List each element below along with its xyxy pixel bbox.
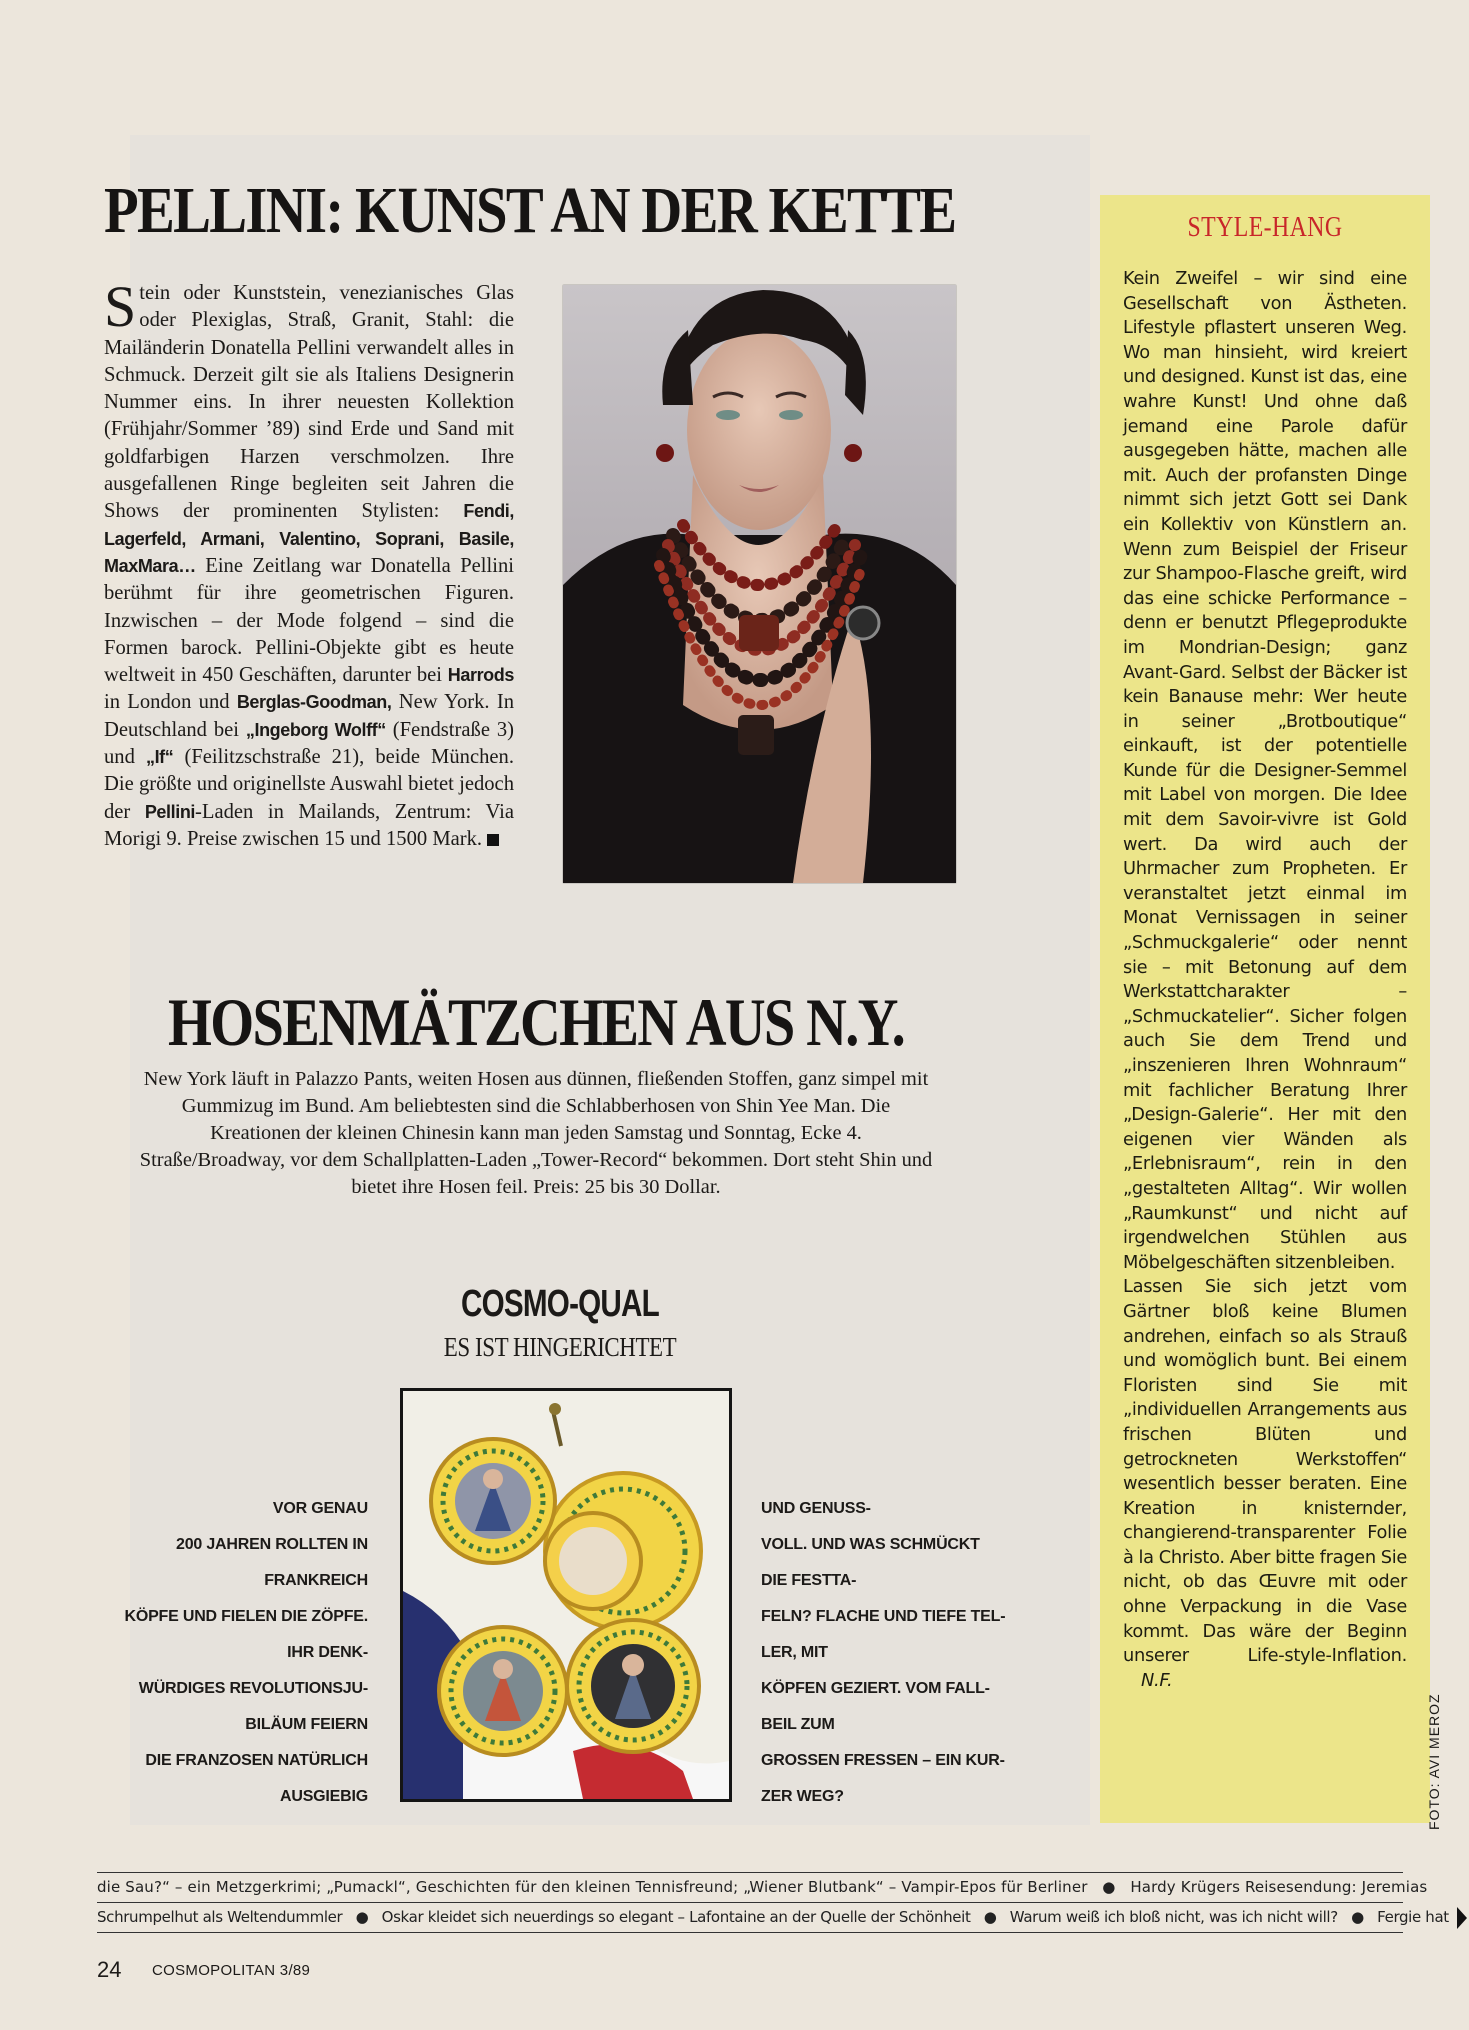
- article1-text: New York. In Deutschland bei: [104, 691, 514, 741]
- caption-line: GROSSEN FRESSEN – EIN KUR-: [761, 1752, 1005, 1769]
- ticker-item: Oskar kleidet sich neuerdings so elegant – Lafontaine an der Quelle der Schönheit: [381, 1908, 971, 1926]
- caption-line: WÜRDIGES REVOLUTIONSJU-: [138, 1680, 368, 1697]
- dropcap: S: [104, 274, 137, 339]
- plates-photo: [400, 1388, 732, 1802]
- caption-line: FRANKREICH: [264, 1572, 368, 1589]
- sidebar-signature: N.F.: [1141, 1669, 1173, 1691]
- model-illustration: [563, 285, 956, 883]
- caption-line: KÖPFE UND FIELEN DIE ZÖPFE.: [124, 1608, 368, 1625]
- cosmo-qual-subtitle: ES IST HINGERICHTET: [443, 1332, 677, 1362]
- sidebar-paragraph: Kein Zweifel – wir sind eine Gesellschaft von Ästheten. Lifestyle pflastert unseren Weg. Wo man hinsieht, wird kreiert und designed. Kunst ist das, eine wahre Kunst! Und ohne daß jemand eine Parole dafür ausgegeben hätte, machen alle mit. Auch der profansten Dinge nimmt sich jetzt Gott sei Dank ein Kollektiv von Künstlern an. Wenn zum Beispiel der Friseur zur Shampoo-Flasche greift, wird das eine schicke Performance – denn er benutzt Pflegeprodukte im Mondrian-Design; ganz Avant-Gard. Selbst der Bäcker ist kein Banause mehr: Wer heute in seiner „Brotboutique“ einkauft, ist der potentielle Kunde für die Designer-Semmel mit Label von morgen. Die Idee mit dem Savoir-vivre ist Gold wert. Da wird auch der Uhrmacher zum Propheten. Er veranstaltet jetzt einmal im Monat Vernissagen in seiner „Schmuckgalerie“ oder nennt sie – mit Betonung auf dem Werkstattcharakter – „Schmuckatelier“. Sicher folgen auch Sie dem Trend und „inszenieren Ihren Wohnraum“ mit fachlicher Beratung Ihrer „Design-Galerie“. Her mit den eigenen vier Wänden als „Erlebnisraum“, rein in den „gestalteten Alltag“. Wir wollen „Raumkunst“ und nicht auf irgendwelchen Stühlen aus Möbelgeschäften sitzenbleiben.: [1123, 268, 1407, 1273]
- store-name: Berglas-Goodman,: [236, 692, 392, 713]
- style-hang-sidebar: [1100, 195, 1430, 1823]
- article1-headline: PELLINI: KUNST AN DER KETTE: [104, 174, 956, 247]
- article1-text: tein oder Kunststein, venezianisches Glas oder Plexiglas, Straß, Granit, Stahl: die Mailänderin Donatella Pellini verwandelt alles in Schmuck. Derzeit gilt sie als Italiens Designerin Nummer eins. In ihrer neuesten Kollektion (Frühjahr/Sommer ’89) sind Erde und Sand mit goldfarbigen Harzen verschmolzen. Ihre ausgefallenen Ringe begleiten seit Jahren die Shows der prominenten Stylisten:: [104, 282, 514, 523]
- photo-credit: FOTO: AVI MEROZ: [1426, 1693, 1442, 1830]
- article1-text: in London und: [104, 691, 237, 714]
- store-name: „If“: [145, 747, 174, 768]
- ticker-line: [97, 1903, 1449, 1933]
- magazine-issue: COSMOPOLITAN 3/89: [152, 1962, 311, 1979]
- caption-line: ZER WEG?: [761, 1788, 844, 1805]
- plates-illustration: [403, 1391, 729, 1799]
- article1-text: (Feilitzschstraße 21), beide München. Die größte und originellste Auswahl bietet jedoch der: [104, 746, 514, 823]
- ticker-item: Fergie hat: [1377, 1908, 1449, 1926]
- bullet-icon: ●: [1092, 1878, 1126, 1896]
- article1-text: Eine Zeitlang war Donatella Pellini berühmt für ihre geometrischen Figuren. Inzwischen – der Mode folgend – sind die Formen barock. Pellini-Objekte gibt es heute weltweit in 450 Geschäften, darunter bei: [104, 554, 514, 687]
- sidebar-title: STYLE-HANG: [1187, 212, 1343, 243]
- end-mark-icon: [487, 834, 499, 846]
- bullet-icon: ●: [346, 1908, 378, 1926]
- ticker-item: die Sau?“ – ein Metzgerkrimi; „Pumackl“, Geschichten für den kleinen Tennisfreund; „Wiener Blutbank“ – Vampir-Epos für Berliner: [97, 1878, 1088, 1896]
- caption-line: IHR DENK-: [287, 1644, 368, 1661]
- caption-line: DIE FESTTA-: [761, 1572, 857, 1589]
- store-name: „Ingeborg Wolff“: [245, 719, 386, 740]
- caption-line: AUSGIEBIG: [280, 1788, 368, 1805]
- bullet-icon: ●: [1342, 1908, 1373, 1926]
- model-photo: [563, 285, 956, 883]
- caption-line: BEIL ZUM: [761, 1716, 835, 1733]
- sidebar-body: [1123, 267, 1407, 1693]
- bullet-icon: ●: [974, 1908, 1006, 1926]
- caption-line: DIE FRANZOSEN NATÜRLICH: [145, 1752, 368, 1769]
- caption-line: UND GENUSS-: [761, 1500, 871, 1517]
- caption-line: LER, MIT: [761, 1644, 828, 1661]
- article1-text: (Fendstraße 3) und: [104, 718, 514, 769]
- caption-line: KÖPFEN GEZIERT. VOM FALL-: [761, 1680, 990, 1697]
- page-number: 24: [97, 1957, 122, 1982]
- article1-body: [104, 274, 514, 853]
- ticker-item: Schrumpelhut als Weltendummler: [97, 1908, 343, 1926]
- designer-names: Fendi, Lagerfeld, Armani, Valentino, Soprani, Basile, MaxMara…: [104, 501, 514, 576]
- store-name: Pellini: [144, 801, 196, 822]
- news-ticker: [97, 1872, 1449, 1933]
- ticker-line: [97, 1873, 1428, 1903]
- caption-line: BILÄUM FEIERN: [245, 1716, 368, 1733]
- caption-line: FELN? FLACHE UND TIEFE TEL-: [761, 1608, 1006, 1625]
- ticker-item: Warum weiß ich bloß nicht, was ich nicht will?: [1009, 1908, 1338, 1926]
- sidebar-paragraph: Lassen Sie sich jetzt vom Gärtner bloß keine Blumen andrehen, einfach so als Strauß und womöglich bunt. Bei einem Floristen sind Sie mit „individuellen Arrangements aus frischen Blüten und getrockneten Werkstoffen“ wesentlich besser beraten. Eine Kreation in knisternder, changierend-transparenter Folie à la Christo. Aber bitte fragen Sie nicht, ob das Œuvre mit oder ohne Verpackung in die Vase kommt. Das wäre der Beginn unserer Life-style-Inflation.: [1123, 1276, 1407, 1667]
- cosmo-qual-title: COSMO-QUAL: [460, 1283, 660, 1325]
- arrow-right-icon: [1457, 1907, 1467, 1929]
- caption-line: 200 JAHREN ROLLTEN IN: [176, 1536, 368, 1553]
- article2-headline: HOSENMÄTZCHEN AUS N.Y.: [168, 984, 905, 1060]
- caption-left: [120, 1491, 368, 1815]
- store-name: Harrods: [447, 665, 514, 686]
- article1-text: -Laden in Mailands, Zentrum: Via Morigi 9. Preise zwischen 15 und 1500 Mark.: [104, 800, 514, 850]
- caption-line: VOLL. UND WAS SCHMÜCKT: [761, 1536, 980, 1553]
- ticker-item: Hardy Krügers Reisesendung: Jeremias: [1130, 1878, 1428, 1896]
- caption-right: [761, 1491, 1021, 1815]
- article2-body: New York läuft in Palazzo Pants, weiten Hosen aus dünnen, fließenden Stoffen, ganz simpel mit Gummizug im Bund. Am beliebtesten sind die Schlabberhosen von Shin Yee Man. Die Kreationen der kleinen Chinesin kann man jeden Samstag und Sonntag, Ecke 4. Straße/Broadway, vor dem Schallplatten-Laden „Tower-Record“ bekommen. Dort steht Shin und bietet ihre Hosen feil. Preis: 25 bis 30 Dollar.: [139, 1068, 933, 1198]
- caption-line: VOR GENAU: [272, 1500, 368, 1517]
